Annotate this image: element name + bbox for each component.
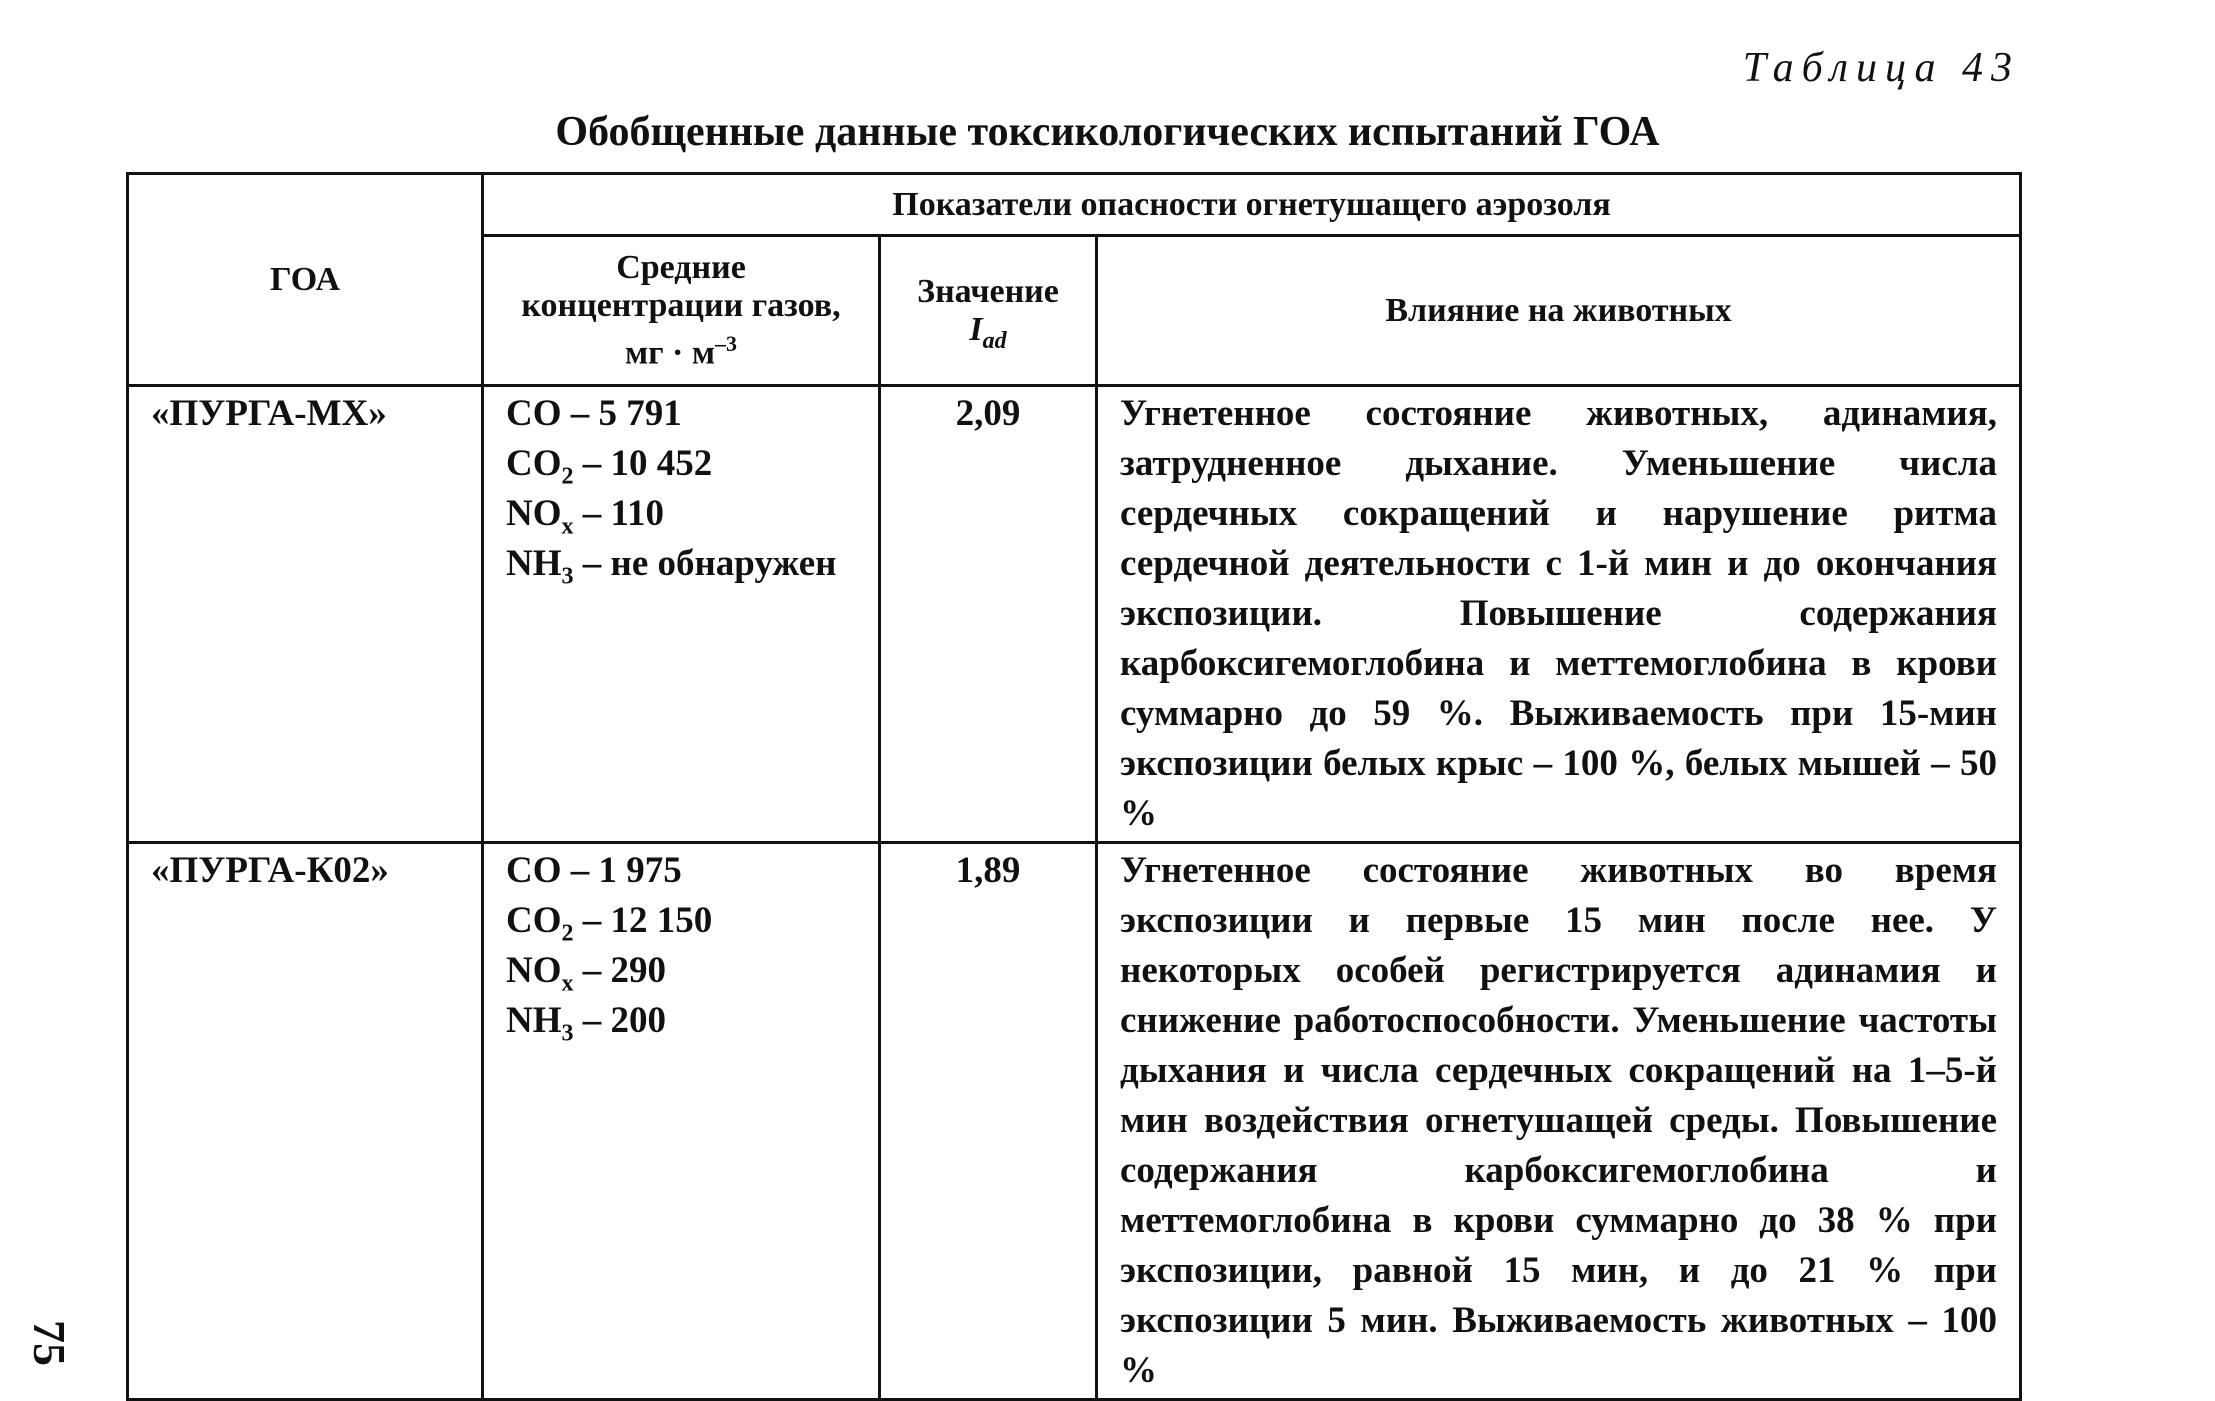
gas-item: $NH_3$ – не обнаружен	[506, 543, 837, 590]
header-effect: Влияние на животных	[1097, 236, 2021, 386]
gas-item: $NH_3 - 200$	[506, 1000, 666, 1047]
header-value-symbol: I	[969, 310, 983, 348]
page-number: 75	[24, 1320, 75, 1366]
gas-item: CO – 5 791	[506, 393, 682, 434]
table-caption: Таблица 43	[1742, 45, 2020, 91]
header-value-label: Значение	[917, 272, 1059, 310]
gas-item: $CO_2 - 12$ 150	[506, 900, 713, 947]
header-value	[880, 236, 1097, 386]
header-conc-line2: концентрации газов,	[521, 286, 841, 324]
header-conc-unit: мг · м	[624, 334, 716, 372]
goa-name: «ПУРГА-МХ»	[128, 386, 483, 843]
header-conc-line1: Средние	[616, 248, 746, 286]
gas-concentrations	[483, 843, 880, 1400]
table-row	[128, 386, 2021, 843]
table-row	[128, 843, 2021, 1400]
iad-value: 1,89	[880, 843, 1097, 1400]
toxicology-table	[126, 172, 2022, 1401]
gas-item: $NO_x - 110$	[506, 493, 664, 540]
iad-value: 2,09	[880, 386, 1097, 843]
animal-effect: Угнетенное состояние животных во время экспозиции и первые 15 мин после нее. У некоторых особей регистрируется адинамия и снижение работоспособности. Уменьшение частоты дыхания и числа сердечных сокращений на 1–5-й мин воздействия огнетушащей среды. Повышение содержания карбоксигемоглобина и меттемоглобина в крови суммарно до 38 % при экспозиции, равной 15 мин, и до 21 % при экспозиции 5 мин. Выживаемость животных – 100 %	[1097, 843, 2021, 1400]
gas-item: CO – 1 975	[506, 850, 682, 891]
header-hazard-group: Показатели опасности огнетушащего аэрозоля	[483, 174, 2021, 236]
gas-concentrations	[483, 386, 880, 843]
header-value-symbol-sub: ad	[982, 327, 1007, 354]
gas-item: $CO_2 - 10$ 452	[506, 443, 713, 490]
header-conc-unit-exp: –3	[715, 330, 738, 356]
gas-item: $NO_x - 290$	[506, 950, 666, 997]
goa-name: «ПУРГА-К02»	[128, 843, 483, 1400]
animal-effect: Угнетенное состояние животных, адинамия, затрудненное дыхание. Уменьшение числа сердечных сокращений и нарушение ритма сердечной деятельности с 1-й мин и до окончания экспозиции. Повышение содержания карбоксигемоглобина и меттемоглобина в крови суммарно до 59 %. Выживаемость при 15-мин экспозиции белых крыс – 100 %, белых мышей – 50 %	[1097, 386, 2021, 843]
table-title: Обобщенные данные токсикологических испытаний ГОА	[555, 109, 1660, 155]
header-goa: ГОА	[128, 174, 483, 386]
header-concentrations	[483, 236, 880, 386]
